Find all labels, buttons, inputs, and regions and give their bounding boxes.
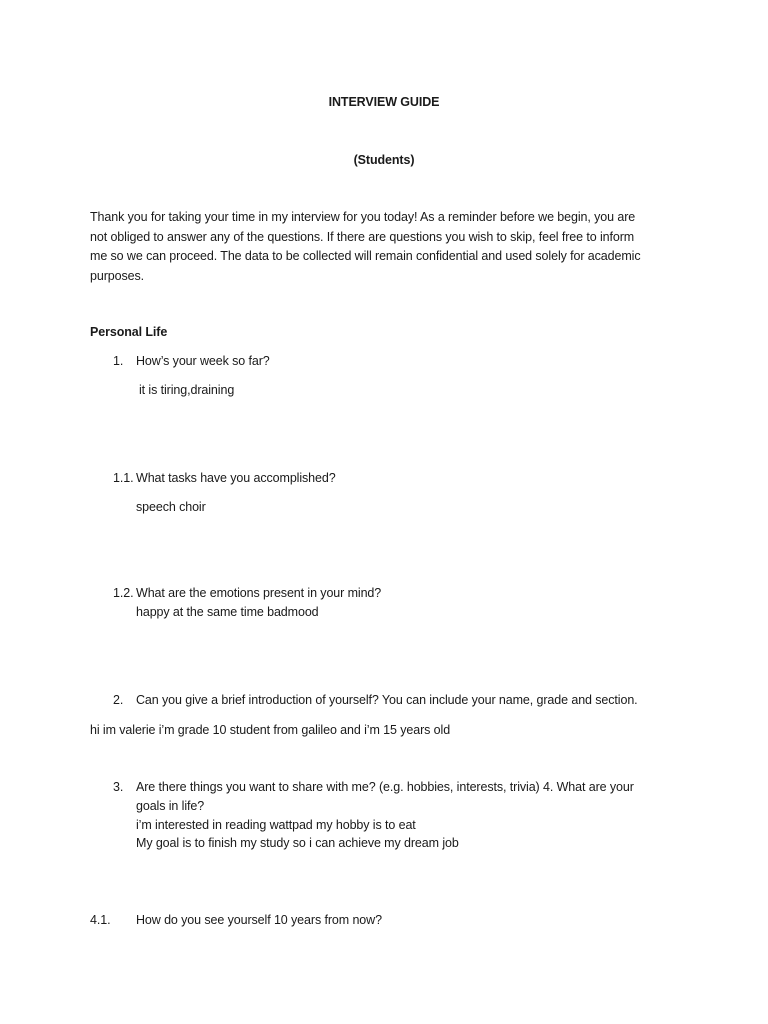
question-text: goals in life? bbox=[136, 799, 205, 813]
question-text: Can you give a brief introduction of yourself? You can include your name, grade and section. bbox=[136, 693, 638, 707]
question-number: 1. bbox=[113, 354, 124, 368]
question-number: 3. bbox=[113, 780, 124, 794]
intro-line: purposes. bbox=[90, 268, 144, 283]
intro-line: Thank you for taking your time in my interview for you today! As a reminder before we begin, you are bbox=[90, 210, 636, 224]
answer-text: happy at the same time badmood bbox=[136, 605, 319, 619]
question-text: How do you see yourself 10 years from now? bbox=[136, 913, 382, 927]
answer-text: i’m interested in reading wattpad my hobby is to eat bbox=[136, 818, 416, 832]
question-text: What tasks have you accomplished? bbox=[136, 471, 336, 485]
intro-line: not obliged to answer any of the questions. If there are questions you wish to skip, feel free to inform bbox=[90, 229, 635, 244]
question-number: 1.1. bbox=[113, 471, 134, 485]
intro-line: me so we can proceed. The data to be collected will remain confidential and used solely for academic bbox=[90, 249, 641, 263]
question-text: What are the emotions present in your mind? bbox=[136, 586, 382, 600]
question-text: How’s your week so far? bbox=[136, 354, 270, 368]
section-heading: Personal Life bbox=[90, 325, 168, 339]
answer-text: speech choir bbox=[136, 500, 206, 514]
intro-paragraph bbox=[90, 208, 670, 286]
question-number: 2. bbox=[113, 693, 124, 707]
question-number: 1.2. bbox=[113, 586, 134, 600]
document-subtitle: (Students) bbox=[353, 153, 415, 167]
answer-text: hi im valerie i’m grade 10 student from galileo and i’m 15 years old bbox=[90, 723, 451, 737]
answer-text: it is tiring,draining bbox=[139, 383, 235, 397]
question-text: Are there things you want to share with me? (e.g. hobbies, interests, trivia) 4. What are your bbox=[136, 780, 634, 794]
document-title: INTERVIEW GUIDE bbox=[328, 95, 440, 109]
answer-text: My goal is to finish my study so i can achieve my dream job bbox=[136, 836, 459, 850]
question-number: 4.1. bbox=[90, 913, 111, 927]
